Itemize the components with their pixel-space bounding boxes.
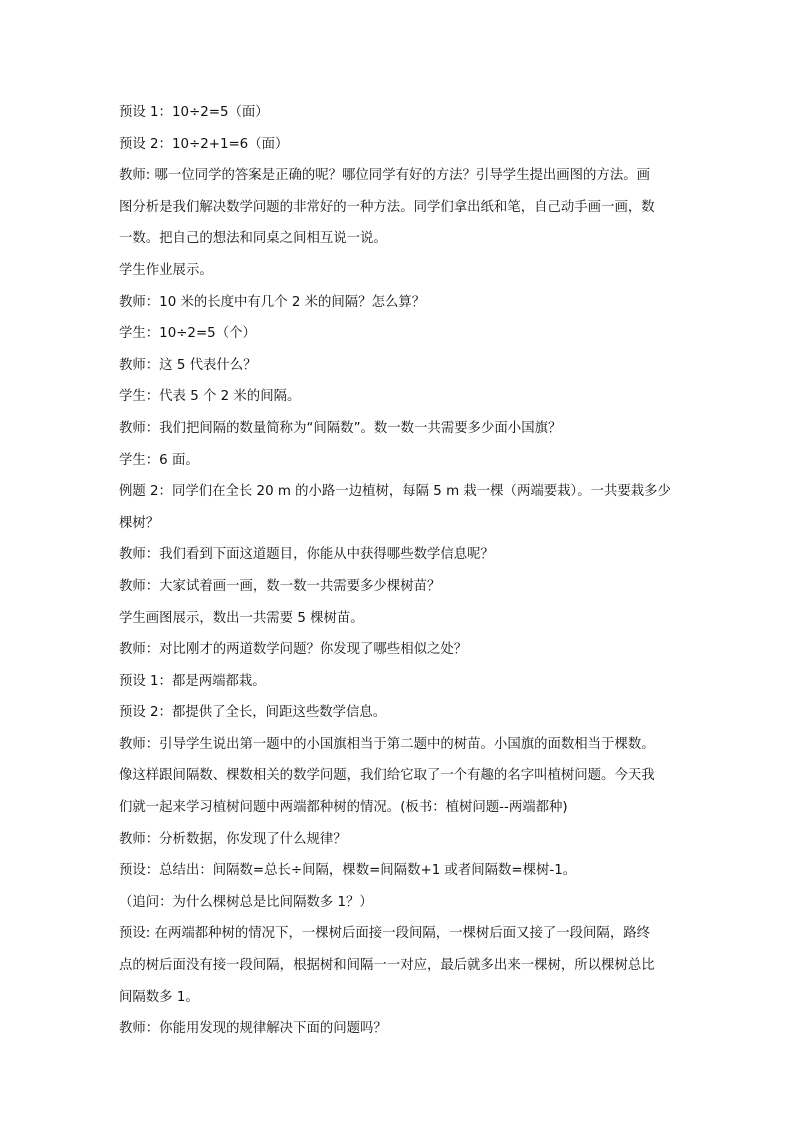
preset-explanation-line-3: 间隔数多 1。 (119, 989, 199, 1005)
teacher-paragraph-line-2: 图分析是我们解决数学问题的非常好的一种方法。同学们拿出纸和笔，自己动手画一画，数 (119, 199, 655, 215)
teacher-question-line: 教师：10 米的长度中有几个 2 米的间隔？怎么算？ (119, 294, 426, 310)
teacher-question-line: 教师：大家试着画一画，数一数一共需要多少棵树苗？ (119, 578, 441, 594)
student-answer-line: 学生：6 面。 (119, 452, 199, 468)
preset-summary-line: 预设：总结出：间隔数=总长÷间隔，棵数=间隔数+1 或者间隔数=棵树-1。 (119, 863, 577, 879)
preset-1-line: 预设 1：都是两端都栽。 (119, 673, 266, 689)
preset-2-line: 预设 2：都提供了全长，间距这些数学信息。 (119, 705, 387, 721)
teacher-question-line: 教师：分析数据，你发现了什么规律？ (119, 831, 347, 847)
student-answer-line: 学生：代表 5 个 2 米的间隔。 (119, 389, 301, 405)
teacher-guidance-line-3: 们就一起来学习植树问题中两端都种树的情况。(板书：植树问题--两端都种) (119, 800, 568, 816)
document-body (119, 103, 685, 1051)
preset-1-line: 预设 1：10÷2=5（面） (119, 105, 269, 120)
teacher-question-line: 教师：我们看到下面这道题目，你能从中获得哪些数学信息呢？ (119, 547, 494, 563)
teacher-question-line: 教师：对比刚才的两道数学问题？你发现了哪些相似之处？ (119, 642, 468, 658)
preset-explanation-line-1: 预设: 在两端都种树的情况下，一棵树后面接一段间隔，一棵树后面又接了一段间隔，路终 (119, 926, 650, 942)
teacher-closing-question-line: 教师：你能用发现的规律解决下面的问题吗？ (119, 1021, 387, 1037)
preset-explanation-line-2: 点的树后面没有接一段间隔，根据树和间隔一一对应，最后就多出来一棵树，所以棵树总比 (119, 958, 655, 974)
teacher-paragraph-line-1: 教师: 哪一位同学的答案是正确的呢？哪位同学有好的方法？引导学生提出画图的方法。画 (119, 168, 650, 184)
teacher-guidance-line-2: 像这样跟间隔数、棵数相关的数学问题，我们给它取了一个有趣的名字叫植树问题。今天我 (119, 768, 655, 784)
example-2-line-1: 例题 2：同学们在全长 20 m 的小路一边植树，每隔 5 m 栽一棵（两端要栽）。一共要栽多少 (119, 484, 671, 500)
preset-2-line: 预设 2：10÷2+1=6（面） (119, 136, 289, 152)
student-answer-line: 学生：10÷2=5（个） (119, 326, 256, 342)
teacher-question-line: 教师：我们把间隔的数量简称为“间隔数”。数一数一共需要多少面小国旗？ (119, 420, 562, 436)
student-work-display-line: 学生作业展示。 (119, 262, 213, 278)
example-2-line-2: 棵树？ (119, 515, 160, 531)
student-drawing-line: 学生画图展示，数出一共需要 5 棵树苗。 (119, 610, 364, 626)
teacher-guidance-line-1: 教师：引导学生说出第一题中的小国旗相当于第二题中的树苗。小国旗的面数相当于棵数。 (119, 736, 655, 752)
teacher-question-line: 教师：这 5 代表什么？ (119, 357, 257, 373)
teacher-paragraph-line-3: 一数。把自己的想法和同桌之间相互说一说。 (119, 231, 387, 247)
follow-up-question-line: （追问：为什么棵树总是比间隔数多 1？） (119, 894, 373, 910)
